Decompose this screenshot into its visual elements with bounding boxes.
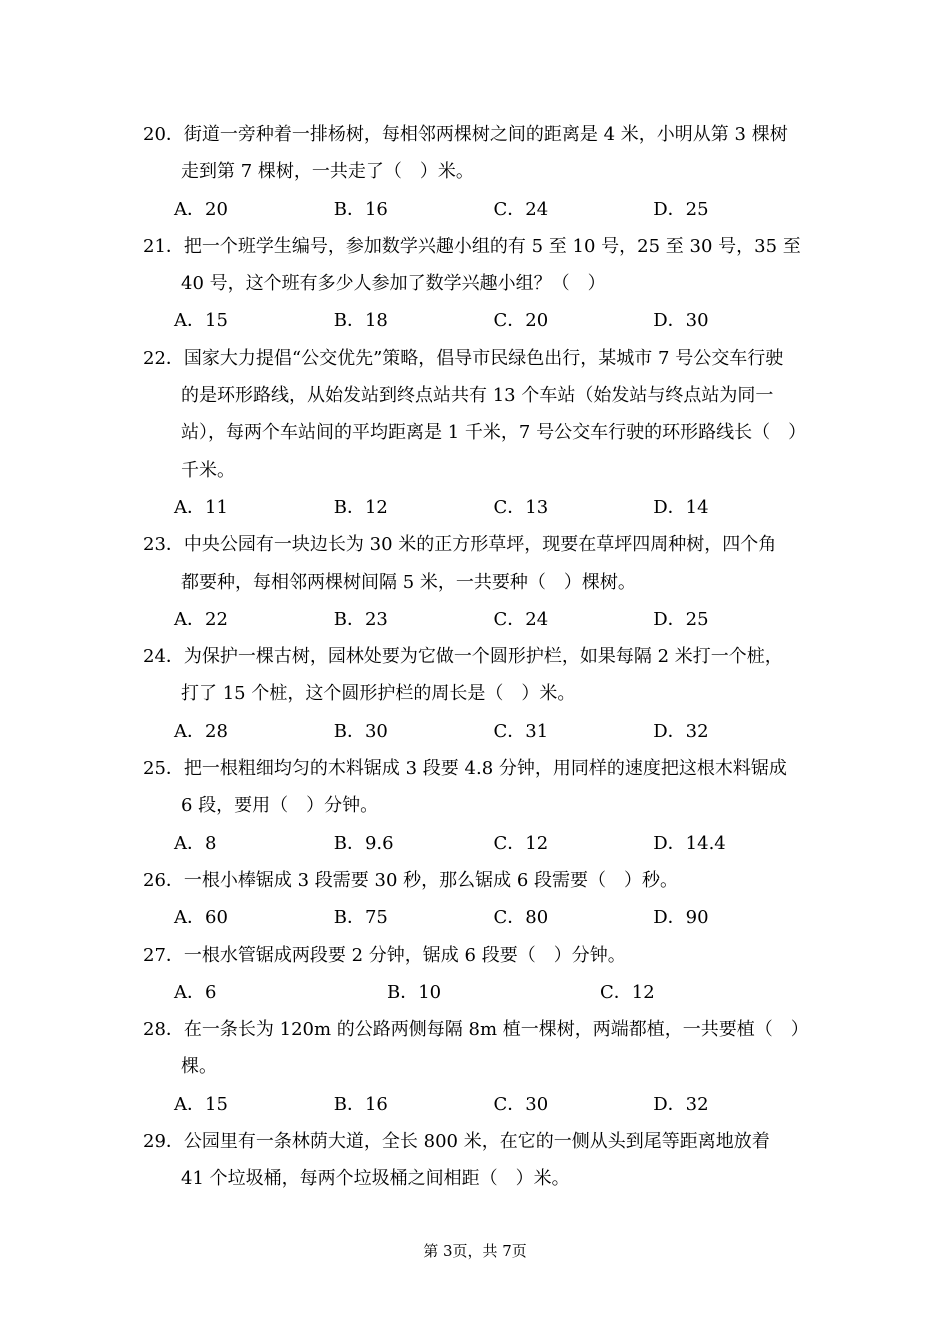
answer-option[interactable]: B．30 (333, 720, 388, 742)
question-text: 21．把一个班学生编号，参加数学兴趣小组的有 5 至 10 号，25 至 30 号，35 至 (143, 235, 801, 257)
answer-option[interactable]: A．8 (174, 832, 217, 854)
question-text: 27．一根水管锯成两段要 2 分钟，锯成 6 段要（ ）分钟。 (143, 944, 626, 966)
question (143, 116, 813, 228)
answer-option[interactable]: D．25 (653, 608, 709, 630)
question-text-continued: 棵。 (181, 1056, 217, 1078)
answer-option[interactable]: D．14 (653, 496, 709, 518)
answer-option[interactable]: D．14.4 (653, 832, 726, 854)
answer-option[interactable]: C．24 (493, 608, 549, 630)
question-text-continued: 6 段，要用（ ）分钟。 (181, 795, 379, 817)
question-text: 26．一根小棒锯成 3 段需要 30 秒，那么锯成 6 段需要（ ）秒。 (143, 869, 679, 891)
answer-option[interactable]: B．16 (333, 198, 388, 220)
answer-option[interactable]: B．16 (333, 1093, 388, 1115)
answer-option[interactable]: B．10 (387, 981, 442, 1003)
page-footer: 第 3页，共 7页 (423, 1242, 527, 1260)
question-text-continued: 打了 15 个桩，这个圆形护栏的周长是（ ）米。 (181, 683, 576, 705)
answer-option[interactable]: B．9.6 (333, 832, 394, 854)
question (143, 937, 813, 1012)
answer-option[interactable]: A．6 (174, 981, 217, 1003)
answer-option[interactable]: D．90 (653, 907, 709, 929)
question (143, 638, 813, 750)
answer-options (143, 601, 813, 638)
answer-options (143, 899, 813, 936)
answer-option[interactable]: D．30 (653, 310, 709, 332)
question-text-continued: 站），每两个车站间的平均距离是 1 千米，7 号公交车行驶的环形路线长（ ） (181, 422, 807, 444)
question-text-continued: 千米。 (181, 459, 235, 481)
answer-option[interactable]: A．15 (174, 310, 228, 332)
question (143, 340, 813, 526)
answer-option[interactable]: C．12 (493, 832, 549, 854)
question-text: 28．在一条长为 120m 的公路两侧每隔 8m 植一棵树，两端都植，一共要植（ ） (143, 1019, 809, 1041)
question (143, 1011, 813, 1123)
answer-option[interactable]: C．20 (493, 310, 549, 332)
answer-option[interactable]: B．18 (333, 310, 388, 332)
answer-option[interactable]: B．75 (333, 907, 388, 929)
question-text-continued: 40 号，这个班有多少人参加了数学兴趣小组？（ ） (181, 273, 606, 295)
answer-option[interactable]: C．80 (493, 907, 549, 929)
question-text-continued: 41 个垃圾桶，每两个垃圾桶之间相距（ ）米。 (181, 1168, 570, 1190)
answer-option[interactable]: A．20 (174, 198, 228, 220)
question-text: 22．国家大力提倡“公交优先”策略，倡导市民绿色出行，某城市 7 号公交车行驶 (143, 347, 784, 369)
answer-option[interactable]: A．60 (174, 907, 228, 929)
question-text: 23．中央公园有一块边长为 30 米的正方形草坪，现要在草坪四周种树，四个角 (143, 534, 777, 556)
answer-option[interactable]: C．13 (493, 496, 549, 518)
answer-options (143, 1086, 813, 1123)
answer-options (143, 191, 813, 228)
answer-options (143, 489, 813, 526)
question-text-continued: 都要种，每相邻两棵树间隔 5 米，一共要种（ ）棵树。 (181, 571, 636, 593)
question (143, 526, 813, 638)
question-text: 24．为保护一棵古树，园林处要为它做一个圆形护栏，如果每隔 2 米打一个桩， (143, 646, 783, 668)
question-text: 29．公园里有一条林荫大道，全长 800 米，在它的一侧从头到尾等距离地放着 (143, 1131, 770, 1153)
question (143, 862, 813, 937)
answer-options (143, 713, 813, 750)
question-text: 20．街道一旁种着一排杨树，每相邻两棵树之间的距离是 4 米，小明从第 3 棵树 (143, 124, 788, 145)
question-text: 25．把一根粗细均匀的木料锯成 3 段要 4.8 分钟，用同样的速度把这根木料锯成 (143, 758, 787, 780)
answer-option[interactable]: B．23 (333, 608, 388, 630)
question-list (143, 116, 813, 1198)
answer-option[interactable]: A．15 (174, 1093, 228, 1115)
answer-options (143, 302, 813, 339)
answer-option[interactable]: D．32 (653, 720, 709, 742)
answer-option[interactable]: A．22 (174, 608, 228, 630)
answer-options (143, 825, 813, 862)
answer-options (143, 974, 813, 1011)
answer-option[interactable]: C．24 (493, 198, 549, 220)
question (143, 1123, 813, 1198)
answer-option[interactable]: C．30 (493, 1093, 549, 1115)
answer-option[interactable]: C．31 (493, 720, 549, 742)
answer-option[interactable]: D．32 (653, 1093, 709, 1115)
answer-option[interactable]: B．12 (333, 496, 388, 518)
question (143, 750, 813, 862)
answer-option[interactable]: D．25 (653, 198, 709, 220)
answer-option[interactable]: A．28 (174, 720, 228, 742)
answer-option[interactable]: A．11 (174, 496, 228, 518)
answer-option[interactable]: C．12 (600, 981, 655, 1003)
question (143, 228, 813, 340)
question-text-continued: 的是环形路线，从始发站到终点站共有 13 个车站（始发站与终点站为同一 (181, 385, 774, 407)
question-text-continued: 走到第 7 棵树，一共走了（ ）米。 (181, 161, 474, 183)
